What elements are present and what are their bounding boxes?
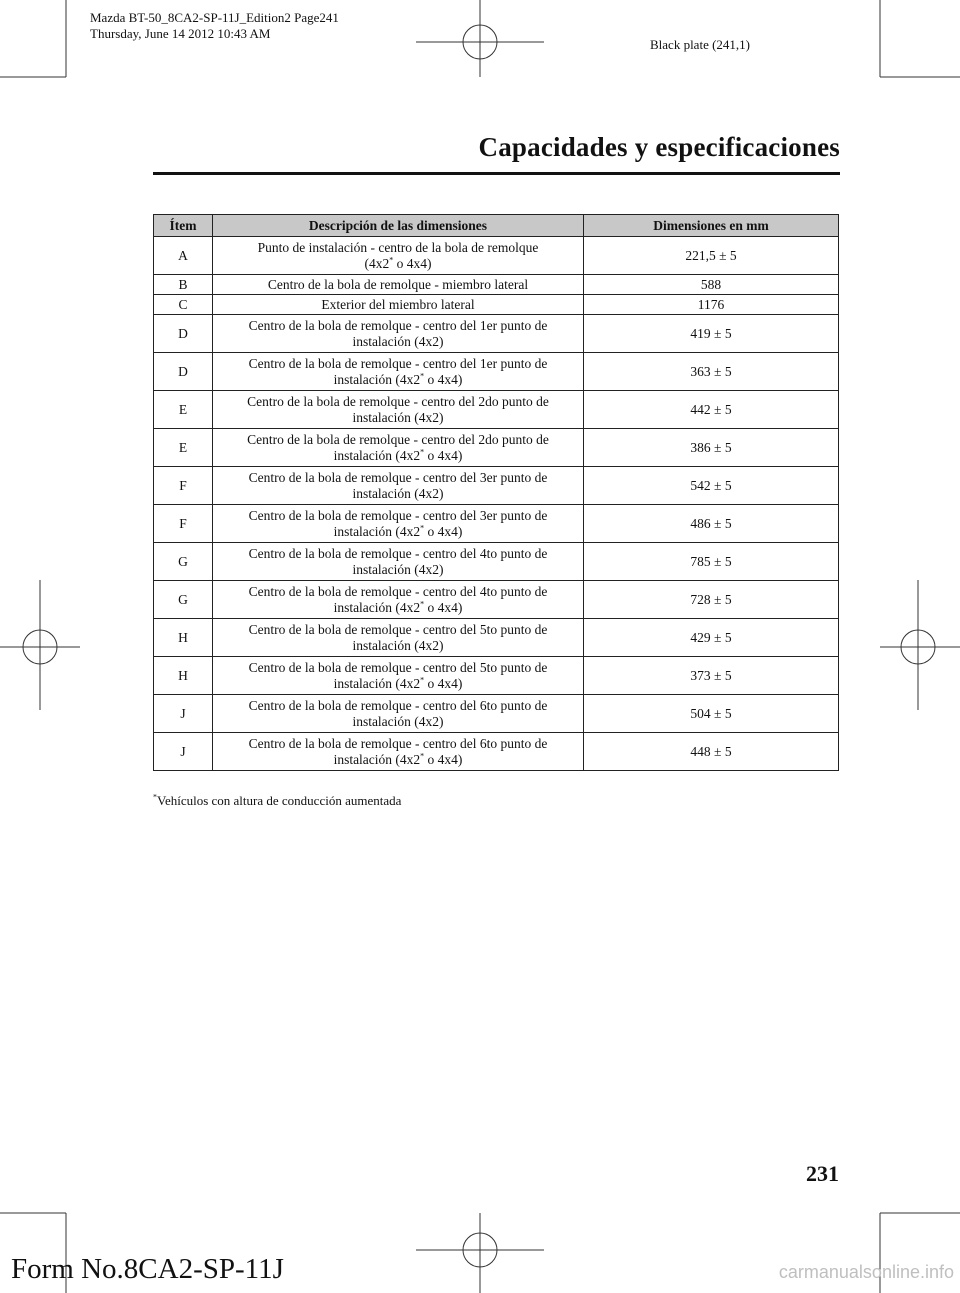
item-cell: J (154, 695, 213, 733)
table-row (154, 619, 839, 657)
footnote-asterisk: * (153, 792, 157, 802)
description-cell (213, 237, 584, 275)
table-row (154, 295, 839, 315)
description-line2: instalación (4x2) (352, 409, 444, 425)
asterisk-mark: * (420, 675, 425, 684)
table-row (154, 733, 839, 771)
description-cell (213, 657, 584, 695)
description-line2-suffix: o 4x4) (393, 255, 432, 271)
table-row (154, 275, 839, 295)
description-line1: Centro de la bola de remolque - centro del 3er punto de (248, 507, 548, 523)
description-line2: instalación (4x2 (333, 675, 421, 691)
item-cell: F (154, 467, 213, 505)
description-line2: (4x2 (364, 255, 390, 271)
header-dimensions: Dimensiones en mm (584, 215, 839, 237)
description-cell (213, 391, 584, 429)
form-number: Form No.8CA2-SP-11J (11, 1253, 284, 1285)
item-cell: A (154, 237, 213, 275)
description-line1: Centro de la bola de remolque - centro del 6to punto de (248, 735, 548, 751)
table-row (154, 505, 839, 543)
description-line2: instalación (4x2) (352, 333, 444, 349)
table-body (154, 237, 839, 771)
description-line1: Centro de la bola de remolque - centro del 1er punto de (248, 317, 548, 333)
asterisk-mark: * (420, 447, 425, 456)
table-row (154, 467, 839, 505)
description-line2: instalación (4x2 (333, 447, 421, 463)
dimension-cell: 1176 (584, 295, 839, 315)
item-cell: D (154, 315, 213, 353)
table-row (154, 581, 839, 619)
description-cell (213, 315, 584, 353)
asterisk-mark: * (420, 523, 425, 532)
description-line1: Centro de la bola de remolque - miembro lateral (267, 276, 529, 292)
description-line1: Centro de la bola de remolque - centro del 4to punto de (248, 545, 548, 561)
print-header (90, 10, 339, 42)
item-cell: C (154, 295, 213, 315)
print-header-line2: Thursday, June 14 2012 10:43 AM (90, 26, 271, 41)
table-row (154, 695, 839, 733)
header-description: Descripción de las dimensiones (213, 215, 584, 237)
description-line1: Centro de la bola de remolque - centro del 2do punto de (247, 393, 549, 409)
item-cell: B (154, 275, 213, 295)
dimension-cell: 542 ± 5 (584, 467, 839, 505)
description-line1: Centro de la bola de remolque - centro del 5to punto de (248, 659, 548, 675)
dimension-cell: 486 ± 5 (584, 505, 839, 543)
page-number: 231 (806, 1161, 839, 1186)
description-line2: instalación (4x2) (352, 561, 444, 577)
description-line1: Centro de la bola de remolque - centro del 6to punto de (248, 697, 548, 713)
table-row (154, 543, 839, 581)
asterisk-mark: * (420, 371, 425, 380)
dimension-cell: 785 ± 5 (584, 543, 839, 581)
description-cell (213, 581, 584, 619)
description-line1: Centro de la bola de remolque - centro del 1er punto de (248, 355, 548, 371)
description-cell (213, 543, 584, 581)
header-item: Ítem (154, 215, 213, 237)
item-cell: E (154, 429, 213, 467)
description-line1: Centro de la bola de remolque - centro del 5to punto de (248, 621, 548, 637)
description-line2-suffix: o 4x4) (424, 447, 463, 463)
item-cell: F (154, 505, 213, 543)
description-line2-suffix: o 4x4) (424, 523, 463, 539)
description-line2: instalación (4x2 (333, 523, 421, 539)
description-line2-suffix: o 4x4) (424, 599, 463, 615)
description-line2: instalación (4x2) (352, 713, 444, 729)
description-line1: Punto de instalación - centro de la bola de remolque (257, 239, 539, 255)
description-cell (213, 467, 584, 505)
print-header-line1: Mazda BT-50_8CA2-SP-11J_Edition2 Page241 (90, 10, 339, 25)
item-cell: J (154, 733, 213, 771)
description-cell (213, 295, 584, 315)
description-line1: Centro de la bola de remolque - centro del 2do punto de (247, 431, 549, 447)
table-row (154, 315, 839, 353)
dimension-cell: 386 ± 5 (584, 429, 839, 467)
dimension-cell: 419 ± 5 (584, 315, 839, 353)
watermark: carmanualsonline.info (778, 1262, 954, 1282)
dimension-cell: 504 ± 5 (584, 695, 839, 733)
description-line2: instalación (4x2 (333, 371, 421, 387)
dimension-cell: 442 ± 5 (584, 391, 839, 429)
description-line2-suffix: o 4x4) (424, 371, 463, 387)
description-cell (213, 275, 584, 295)
description-line2: instalación (4x2 (333, 751, 421, 767)
dimension-cell: 588 (584, 275, 839, 295)
dimension-cell: 363 ± 5 (584, 353, 839, 391)
table-row (154, 429, 839, 467)
description-cell (213, 695, 584, 733)
dimension-cell: 373 ± 5 (584, 657, 839, 695)
description-line1: Centro de la bola de remolque - centro del 3er punto de (248, 469, 548, 485)
dimension-cell: 448 ± 5 (584, 733, 839, 771)
description-line2: instalación (4x2 (333, 599, 421, 615)
item-cell: G (154, 581, 213, 619)
table-header-row (154, 215, 839, 237)
footnote-text: Vehículos con altura de conducción aumentada (157, 793, 402, 808)
table-row (154, 657, 839, 695)
description-line1: Centro de la bola de remolque - centro del 4to punto de (248, 583, 548, 599)
title-divider (153, 172, 840, 175)
item-cell: D (154, 353, 213, 391)
dimension-cell: 728 ± 5 (584, 581, 839, 619)
description-line2: instalación (4x2) (352, 637, 444, 653)
footnote (153, 793, 401, 809)
table-row (154, 391, 839, 429)
table-row (154, 353, 839, 391)
dimension-cell: 429 ± 5 (584, 619, 839, 657)
item-cell: E (154, 391, 213, 429)
description-line1: Exterior del miembro lateral (321, 296, 475, 312)
description-line2-suffix: o 4x4) (424, 751, 463, 767)
section-title: Capacidades y especificaciones (478, 132, 840, 162)
plate-label: Black plate (241,1) (650, 37, 750, 52)
item-cell: G (154, 543, 213, 581)
description-cell (213, 429, 584, 467)
asterisk-mark: * (420, 599, 425, 608)
description-line2-suffix: o 4x4) (424, 675, 463, 691)
asterisk-mark: * (389, 255, 394, 264)
asterisk-mark: * (420, 751, 425, 760)
description-cell (213, 733, 584, 771)
table-row (154, 237, 839, 275)
description-cell (213, 505, 584, 543)
description-line2: instalación (4x2) (352, 485, 444, 501)
description-cell (213, 353, 584, 391)
description-cell (213, 619, 584, 657)
item-cell: H (154, 657, 213, 695)
dimension-cell: 221,5 ± 5 (584, 237, 839, 275)
dimensions-table (153, 214, 839, 771)
item-cell: H (154, 619, 213, 657)
